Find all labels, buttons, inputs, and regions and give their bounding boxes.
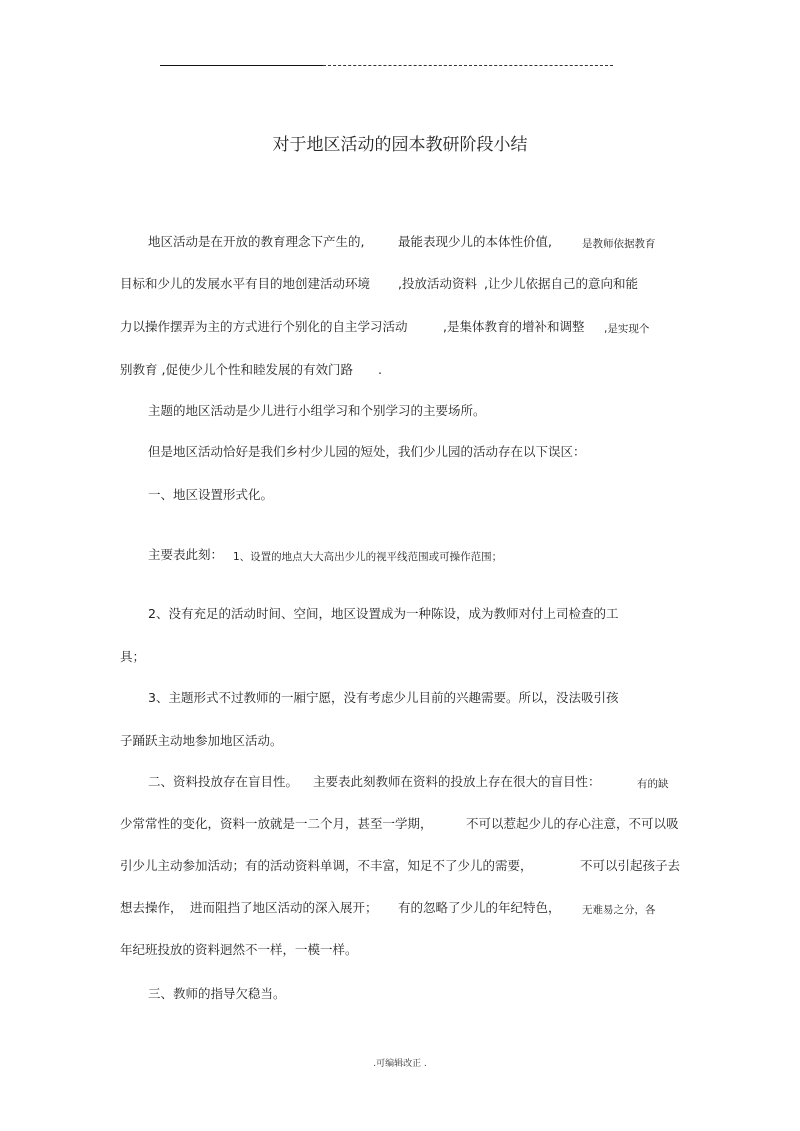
text-line: 进而阻挡了地区活动的深入展开；	[190, 900, 378, 915]
text-line: 3、主题形式不过教师的一厢宁愿，没有考虑少儿目前的兴趣需要。所以，没法吸引孩	[148, 690, 619, 705]
text-line: 不可以惹起少儿的存心注意，不可以吸	[466, 816, 679, 831]
text-line: 1、设置的地点大大高出少儿的视平线范围或可操作范围；	[233, 551, 503, 563]
header-rule-solid	[160, 65, 323, 66]
text-line: ,投放活动资料	[398, 276, 477, 291]
page-footer: .可编辑改正 .	[373, 1059, 427, 1069]
text-line: 主要表此刻教师在资料的投放上存在很大的盲目性：	[313, 774, 601, 789]
text-line: 少常常性的变化，资料一放就是一二个月，甚至一学期，	[120, 816, 433, 831]
text-line: 想去操作，	[120, 900, 183, 915]
section-heading: 三、教师的指导欠稳当。	[148, 986, 286, 1001]
text-line: ,让少儿依据自己的意向和能	[484, 276, 638, 291]
text-line: 主要表此刻：	[148, 547, 224, 562]
text-line: 具；	[120, 649, 146, 664]
text-line: 力以操作摆弄为主的方式进行个别化的自主学习活动	[120, 319, 408, 334]
text-line: 目标和少儿的发展水平有目的地创建活动环境	[120, 276, 371, 291]
document-title: 对于地区活动的园本教研阶段小结	[272, 135, 528, 155]
text-line: .	[378, 362, 382, 377]
text-line: 别教育 ,促使少儿个性和睦发展的有效门路	[120, 362, 353, 377]
text-line: 年纪班投放的资料迥然不一样，一模一样。	[120, 942, 358, 957]
header-rule-dashed	[323, 65, 613, 66]
section-heading: 一、地区设置形式化。	[148, 487, 274, 502]
text-line: 最能表现少儿的本体性价值,	[398, 234, 552, 249]
text-line: 2、没有充足的活动时间、空间，地区设置成为一种陈设，成为教师对付上司检查的工	[148, 606, 619, 621]
text-line: 引少儿主动参加活动；有的活动资料单调，不丰富，知足不了少儿的需要，	[120, 858, 533, 873]
text-line: 但是地区活动恰好是我们乡村少儿园的短处，我们少儿园的活动存在以下误区：	[148, 444, 586, 459]
text-line: 有的忽略了少儿的年纪特色，	[398, 900, 561, 915]
text-line: 有的缺	[637, 778, 669, 790]
text-line: 无难易之分，各	[582, 904, 656, 916]
text-line: 地区活动是在开放的教育理念下产生的,	[148, 234, 365, 249]
text-line: ,是集体教育的增补和调整	[443, 319, 585, 334]
text-line: 是教师依据教育	[582, 238, 656, 250]
section-heading: 二、资料投放存在盲目性。	[148, 774, 299, 789]
text-line: 主题的地区活动是少儿进行小组学习和个别学习的主要场所。	[148, 403, 486, 418]
text-line: ,是实现个	[604, 323, 650, 335]
text-line: 子踊跃主动地参加地区活动。	[120, 733, 283, 748]
text-line: 不可以引起孩子去	[580, 858, 681, 873]
